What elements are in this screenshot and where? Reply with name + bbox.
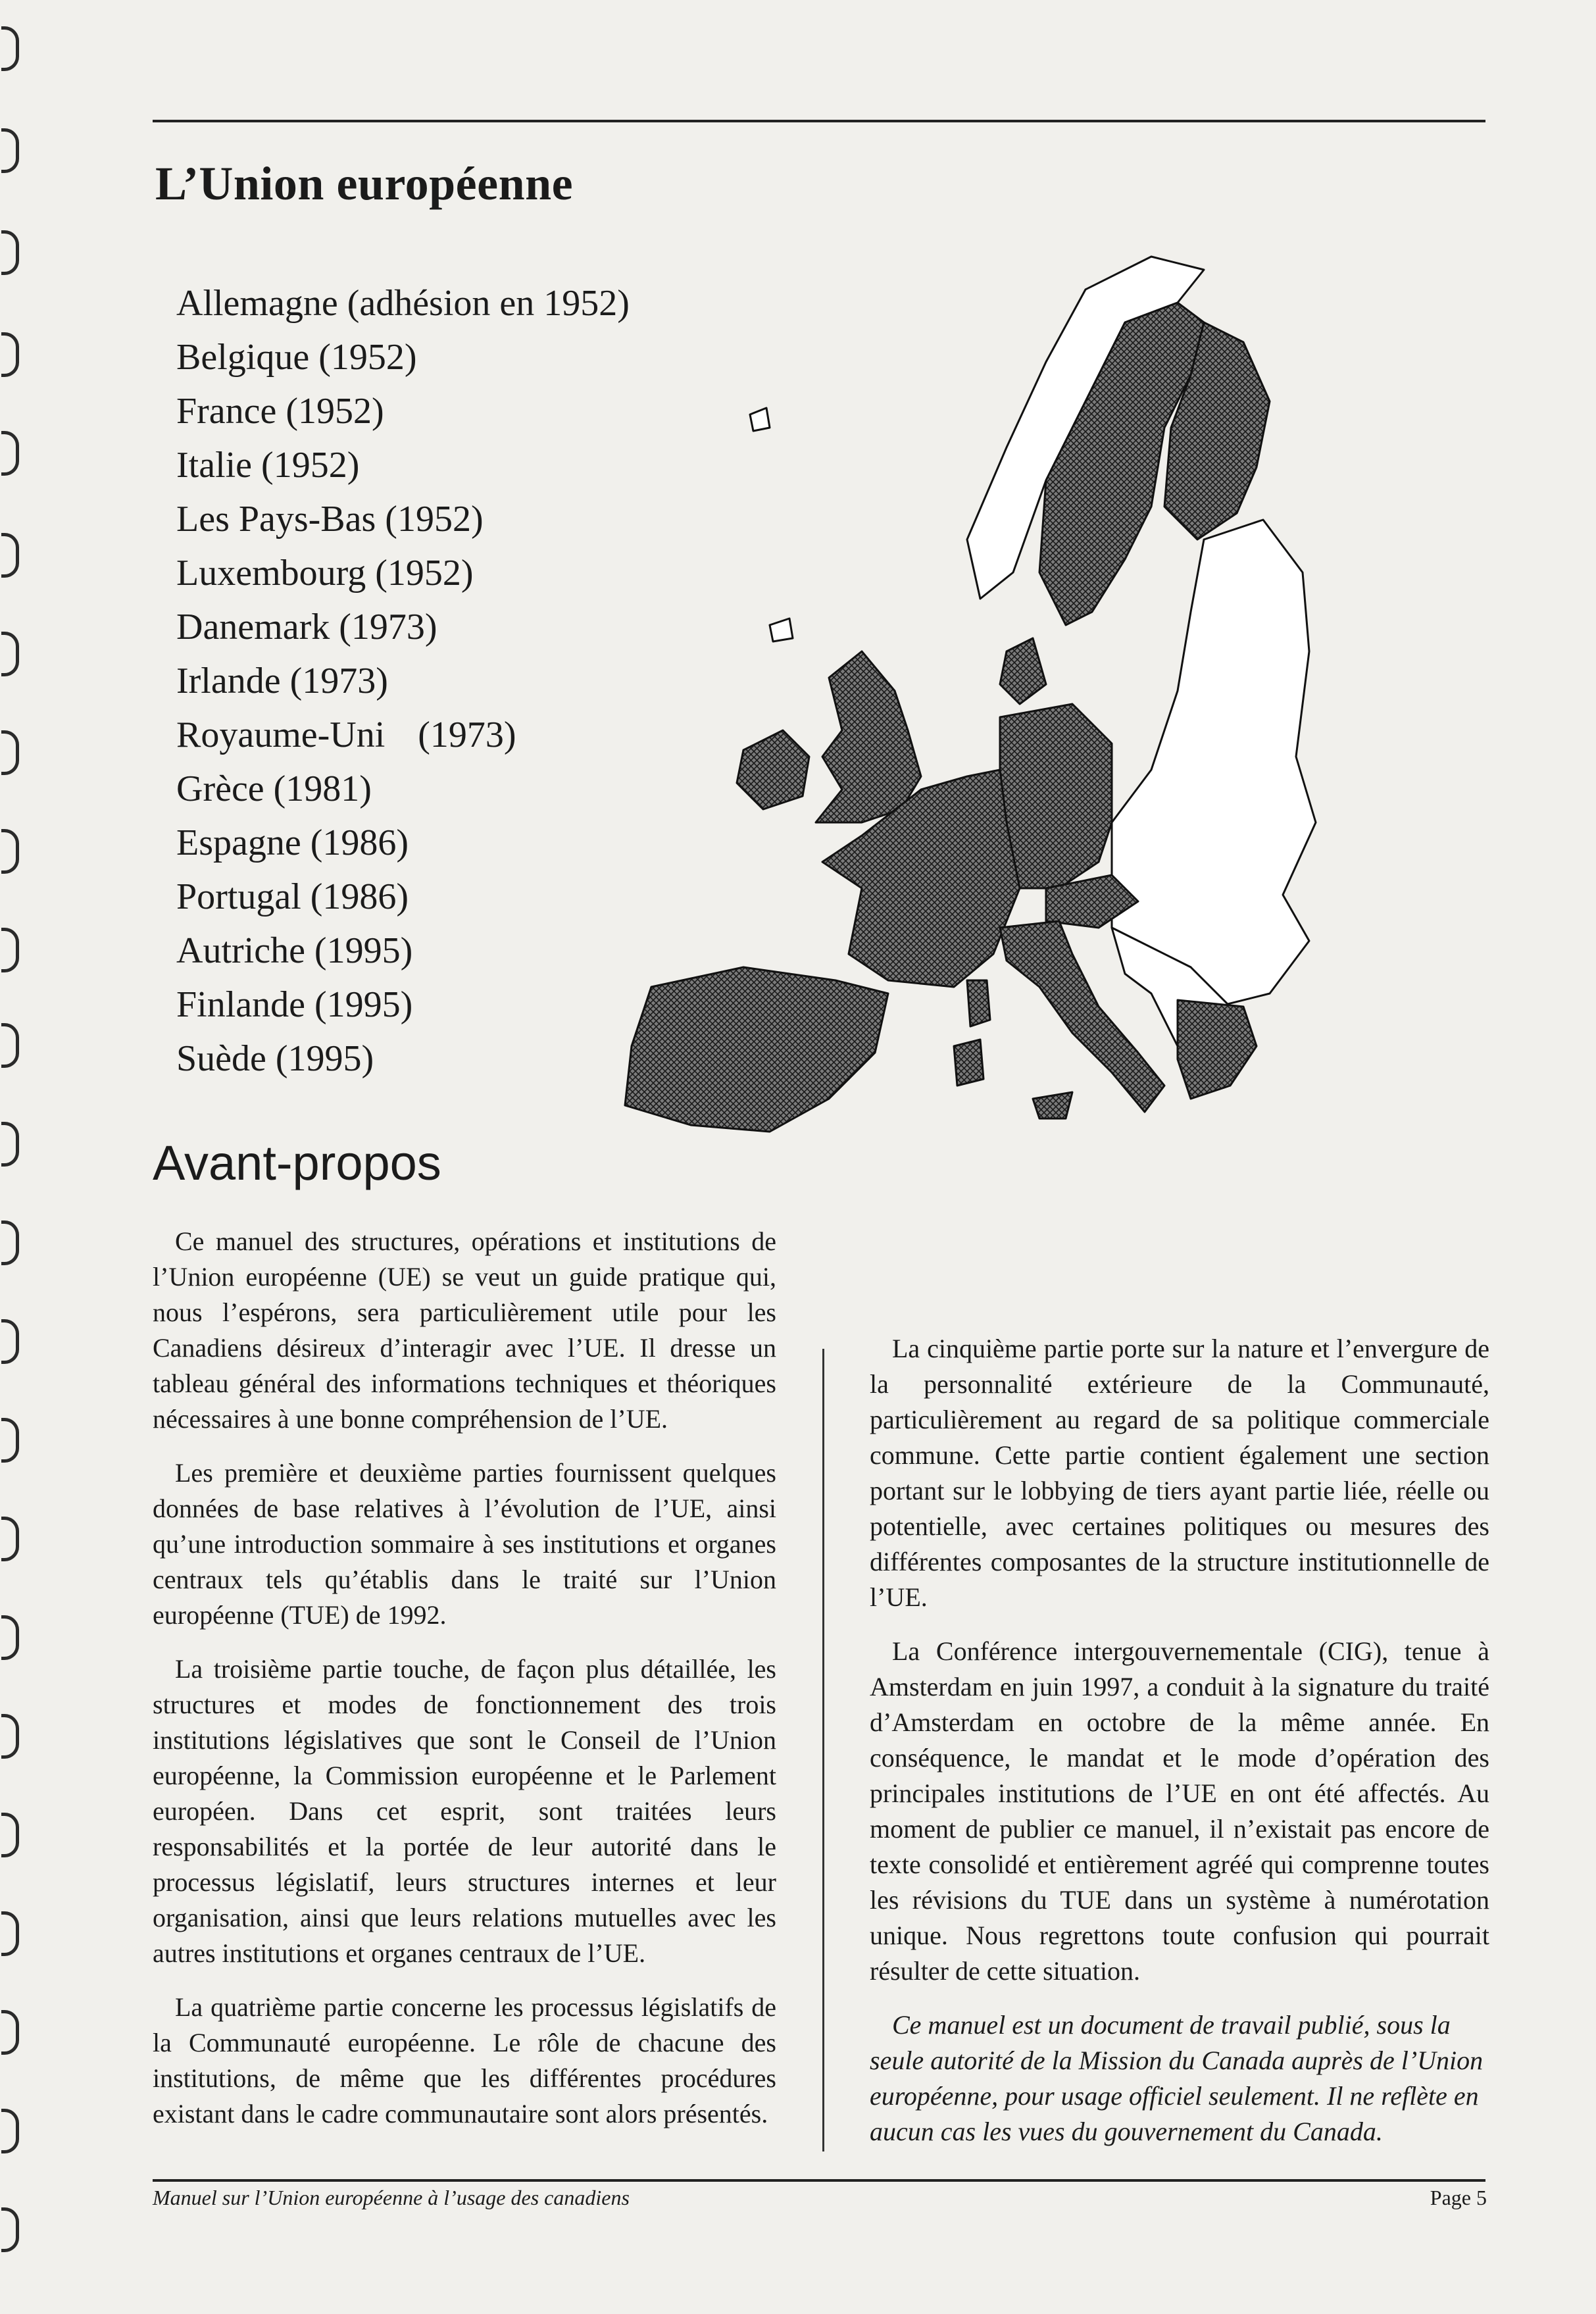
- europe-map-icon: [612, 230, 1467, 1138]
- member-state-item: [176, 1032, 630, 1086]
- member-state-name: Allemagne: [176, 283, 338, 324]
- binding-ring: [1, 1418, 19, 1463]
- binding-ring: [1, 1911, 19, 1956]
- paragraph: Les première et deuxième parties fournissent quelques données de base relatives à l’évolution de l’UE, ainsi qu’une introduction sommaire à ses institutions et organes centraux tels qu’établis dans le traité sur l’Union européenne (TUE) de 1992.: [153, 1458, 776, 1630]
- member-state-item: [176, 654, 630, 708]
- iberia-region: [625, 967, 888, 1132]
- binding-ring: [1, 2109, 19, 2153]
- member-state-item: [176, 276, 630, 330]
- member-state-name: Danemark: [176, 607, 330, 647]
- member-states-list: [176, 276, 630, 1086]
- member-state-item: [176, 330, 630, 384]
- member-state-item: [176, 870, 630, 924]
- binding-ring: [1, 1220, 19, 1265]
- member-state-year: (1995): [314, 984, 413, 1025]
- eastern-europe-region: [1112, 520, 1316, 1007]
- page-title: L’Union européenne: [155, 157, 574, 210]
- section-title: Avant-propos: [153, 1136, 441, 1190]
- member-state-name: Grèce: [176, 768, 264, 809]
- member-state-item: [176, 546, 630, 600]
- binding-ring: [1, 928, 19, 972]
- column-divider: [822, 1349, 824, 2151]
- binding-ring: [1, 632, 19, 676]
- binding-ring: [1, 730, 19, 775]
- disclaimer-note: Ce manuel est un document de travail publié, sous la seule autorité de la Mission du Canada auprès de l’Union européenne, pour usage officiel seulement. Il ne reflète en aucun cas les vues du gouvernement du Canada.: [870, 2010, 1484, 2146]
- member-state-year: (1986): [310, 822, 409, 863]
- binding-ring: [1, 2010, 19, 2055]
- bottom-rule: [153, 2179, 1485, 2182]
- top-rule: [153, 120, 1485, 122]
- uk-region: [816, 651, 921, 822]
- member-state-year: (1952): [261, 445, 360, 486]
- binding-ring: [1, 533, 19, 578]
- binding-ring: [1, 332, 19, 377]
- denmark-region: [1000, 638, 1046, 704]
- binding-ring: [1, 1122, 19, 1167]
- member-state-item: [176, 708, 630, 762]
- binding-ring: [1, 1615, 19, 1660]
- member-state-item: [176, 492, 630, 546]
- member-state-item: [176, 384, 630, 438]
- member-state-year: (1973): [339, 607, 437, 647]
- spiral-binding: [0, 0, 26, 2314]
- member-state-name: Luxembourg: [176, 553, 366, 593]
- ireland-region: [737, 730, 809, 809]
- member-state-year: (1981): [273, 768, 372, 809]
- binding-ring: [1, 2207, 19, 2252]
- member-state-item: [176, 978, 630, 1032]
- member-state-item: [176, 600, 630, 654]
- member-state-item: [176, 438, 630, 492]
- member-state-year: (adhésion en 1952): [347, 283, 630, 324]
- binding-ring: [1, 1023, 19, 1068]
- paragraph: La cinquième partie porte sur la nature et l’envergure de la personnalité extérieure de la Communauté, particulièrement au regard de sa politique commerciale commune. Cette partie contient également une section portant sur le lobbying de tiers ayant partie liée, réelle ou potentielle, avec certaines politiques ou mesures des différentes composantes de la structure institutionnelle de l’UE.: [870, 1334, 1489, 1612]
- member-state-name: Finlande: [176, 984, 305, 1025]
- binding-ring: [1, 1319, 19, 1364]
- germany-region: [1000, 704, 1112, 888]
- member-state-name: Les Pays-Bas: [176, 499, 376, 540]
- member-state-year: (1973): [418, 715, 516, 755]
- paragraph: Ce manuel des structures, opérations et institutions de l’Union européenne (UE) se veut un guide pratique qui, nous l’espérons, sera particulièrement utile pour les Canadiens désireux d’interagir avec l’UE. Il dresse un tableau général des informations techniques et théoriques nécessaires à une bonne compréhension de l’UE.: [153, 1226, 776, 1434]
- foreword-right-column: [870, 1331, 1489, 2168]
- member-state-year: (1995): [275, 1038, 374, 1079]
- binding-ring: [1, 431, 19, 476]
- paragraph: La quatrième partie concerne les processus législatifs de la Communauté européenne. Le rôle de chacune des institutions, de même que les différentes procédures existant dans le cadre communautaire sont alors présentés.: [153, 1992, 776, 2128]
- member-state-item: [176, 924, 630, 978]
- binding-ring: [1, 128, 19, 173]
- member-state-year: (1973): [289, 661, 388, 701]
- member-state-name: Belgique: [176, 337, 310, 378]
- member-state-name: Suède: [176, 1038, 266, 1079]
- member-state-name: Royaume-Uni: [176, 715, 386, 755]
- binding-ring: [1, 1714, 19, 1759]
- member-state-year: (1952): [286, 391, 384, 432]
- binding-ring: [1, 829, 19, 874]
- page-number: Page 5: [1430, 2186, 1487, 2209]
- member-state-name: Portugal: [176, 876, 301, 917]
- member-state-name: Italie: [176, 445, 253, 486]
- footer-title: Manuel sur l’Union européenne à l’usage des canadiens: [153, 2186, 630, 2209]
- member-state-year: (1952): [385, 499, 484, 540]
- member-state-name: Autriche: [176, 930, 305, 971]
- foreword-left-column: [153, 1224, 776, 2150]
- paragraph: La troisième partie touche, de façon plus détaillée, les structures et modes de fonctionnement des trois institutions législatives que sont le Conseil de l’Union européenne, la Commission européenne et le Parlement européen. Dans cet esprit, sont traitées leurs responsabilités et la portée de leur autorité dans le processus législatif, leurs structures internes et leur organisation, ainsi que leurs relations mutuelles avec les autres institutions et organes centraux de l’UE.: [153, 1654, 776, 1968]
- member-state-year: (1995): [314, 930, 413, 971]
- member-state-name: Espagne: [176, 822, 301, 863]
- member-state-year: (1952): [375, 553, 474, 593]
- binding-ring: [1, 230, 19, 275]
- member-state-name: Irlande: [176, 661, 281, 701]
- paragraph: La Conférence intergouvernementale (CIG), tenue à Amsterdam en juin 1997, a conduit à la signature du traité d’Amsterdam en octobre de la même année. En conséquence, le mandat et le mode d’opération des principales institutions de l’UE en ont été affectés. Au moment de publier ce manuel, il n’existait pas encore de texte consolidé et entièrement agréé qui comprenne toutes les révisions du TUE dans un système à numérotation unique. Nous regrettons toute confusion qui pourrait résulter de cette situation.: [870, 1636, 1489, 1986]
- member-state-item: [176, 762, 630, 816]
- member-state-item: [176, 816, 630, 870]
- binding-ring: [1, 26, 19, 71]
- member-state-name: France: [176, 391, 277, 432]
- member-state-year: (1986): [310, 876, 409, 917]
- binding-ring: [1, 1813, 19, 1857]
- member-state-year: (1952): [318, 337, 417, 378]
- greece-region: [1178, 1000, 1257, 1099]
- binding-ring: [1, 1517, 19, 1561]
